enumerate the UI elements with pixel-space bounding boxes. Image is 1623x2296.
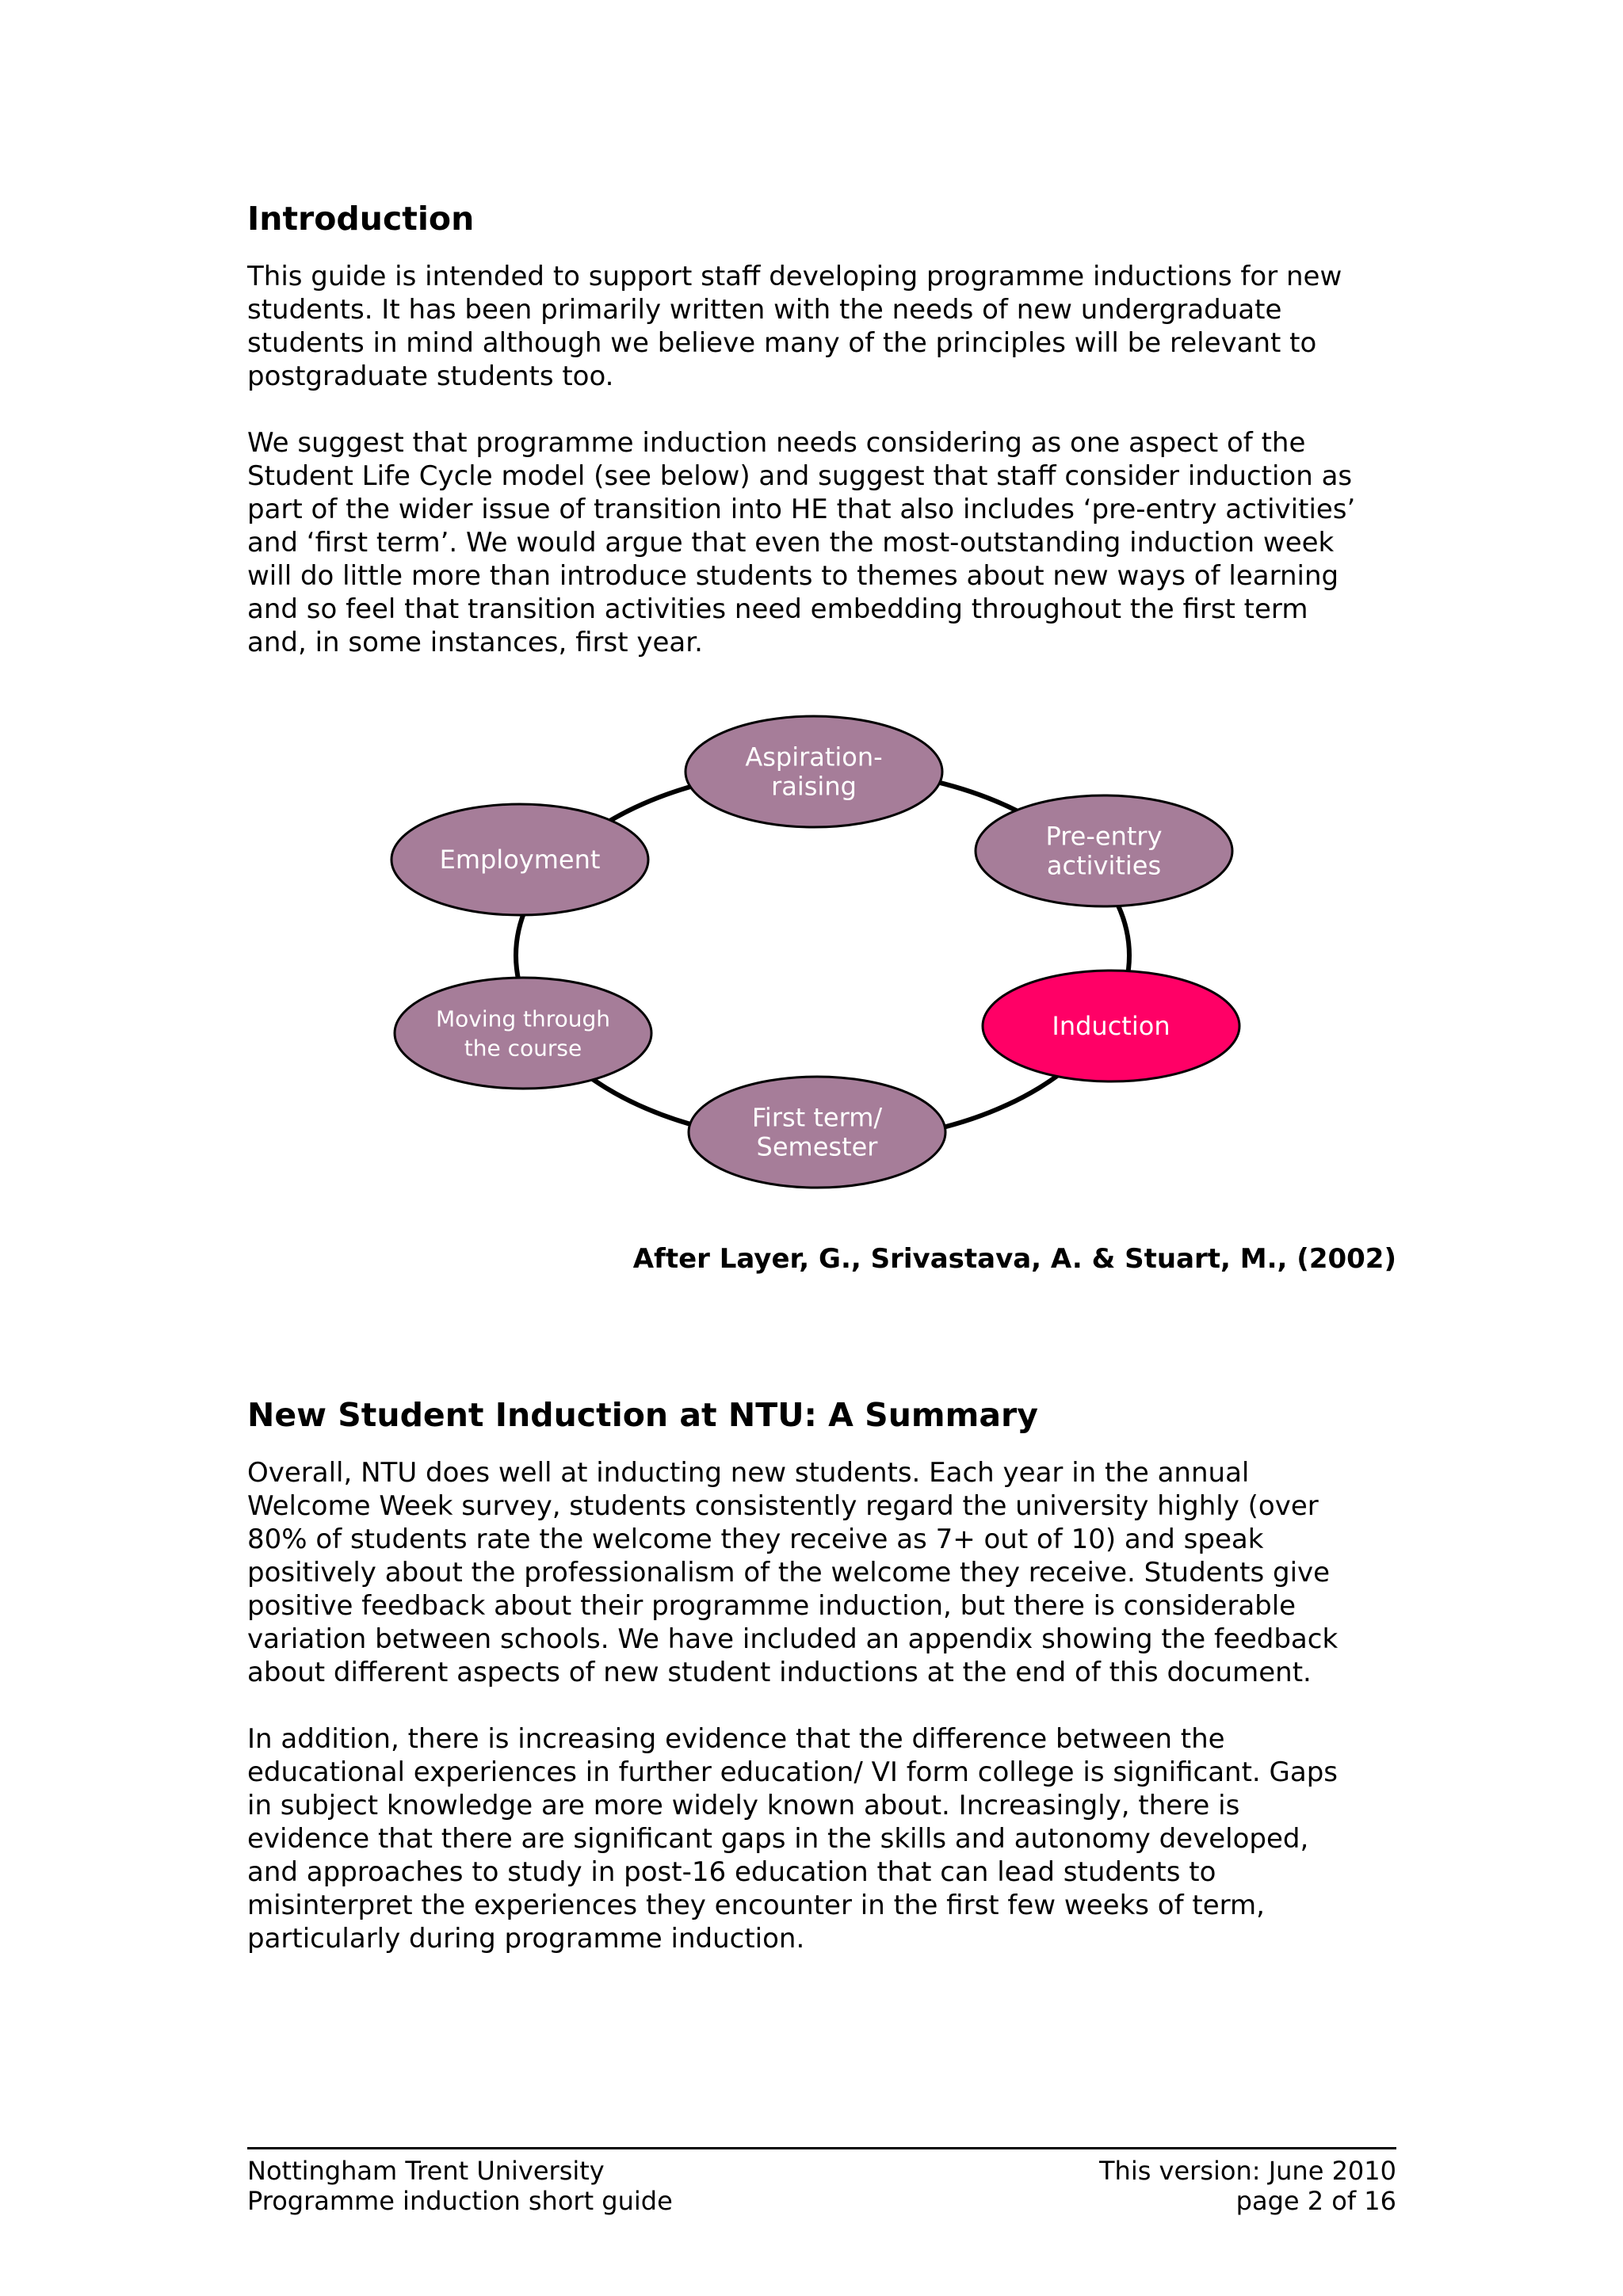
text-line: This guide is intended to support staff developing programme inductions for new	[247, 261, 1342, 292]
text-line: We suggest that programme induction needs considering as one aspect of the	[247, 427, 1306, 459]
cycle-node-label: Moving through	[435, 1005, 611, 1032]
cycle-node-label: activities	[1046, 850, 1162, 881]
text-line: in subject knowledge are more widely known about. Increasingly, there is	[247, 1790, 1240, 1821]
text-line: and ‘first term’. We would argue that even the most-outstanding induction week	[247, 527, 1335, 559]
text-line: evidence that there are significant gaps in the skills and autonomy developed,	[247, 1823, 1309, 1855]
cycle-node-label: Aspiration-	[745, 742, 883, 772]
text-line: variation between schools. We have included an appendix showing the feedback	[247, 1623, 1338, 1655]
cycle-node-label: raising	[771, 771, 857, 802]
heading-introduction: Introduction	[247, 200, 475, 238]
text-line: positive feedback about their programme induction, but there is considerable	[247, 1590, 1296, 1622]
intro-paragraph-1	[247, 260, 1396, 393]
cycle-node-label: First term/	[751, 1102, 883, 1133]
cycle-node-induction	[983, 971, 1239, 1081]
cycle-node-aspiration	[685, 716, 942, 827]
text-line: educational experiences in further education/ VI form college is significant. Gaps	[247, 1756, 1338, 1788]
text-line: Overall, NTU does well at inducting new students. Each year in the annual	[247, 1457, 1250, 1489]
diagram-caption: After Layer, G., Srivastava, A. & Stuart, M., (2002)	[632, 1243, 1396, 1275]
footer-row-1	[247, 2156, 1396, 2186]
text-line: and approaches to study in post-16 education that can lead students to	[247, 1856, 1216, 1888]
text-line: 80% of students rate the welcome they receive as 7+ out of 10) and speak	[247, 1524, 1264, 1555]
cycle-svg	[247, 715, 1396, 1222]
text-line: will do little more than introduce students to themes about new ways of learning	[247, 560, 1339, 592]
cycle-node-label: Induction	[1052, 1011, 1170, 1042]
cycle-node-employment	[391, 804, 648, 915]
cycle-node-first-term	[689, 1077, 945, 1188]
text-line: students in mind although we believe many of the principles will be relevant to	[247, 327, 1317, 359]
cycle-node-label: Semester	[756, 1131, 878, 1162]
cycle-node-label: Pre-entry	[1045, 821, 1163, 852]
footer-row-2	[247, 2186, 1396, 2216]
summary-paragraph-2	[247, 1722, 1396, 1955]
text-line: particularly during programme induction.	[247, 1923, 805, 1955]
text-line: students. It has been primarily written with the needs of new undergraduate	[247, 294, 1282, 326]
page-footer	[247, 2147, 1396, 2216]
text-line: Student Life Cycle model (see below) and suggest that staff consider induction as	[247, 460, 1353, 492]
text-line: misinterpret the experiences they encounter in the first few weeks of term,	[247, 1890, 1265, 1921]
text-line: positively about the professionalism of the welcome they receive. Students give	[247, 1557, 1331, 1589]
text-line: In addition, there is increasing evidence that the difference between the	[247, 1723, 1225, 1755]
student-life-cycle-diagram	[247, 715, 1396, 1222]
cycle-node-moving-through	[395, 978, 651, 1089]
footer-document-title: Programme induction short guide	[247, 2186, 673, 2216]
page-content	[247, 198, 1396, 1955]
text-line: and so feel that transition activities need embedding throughout the first term	[247, 593, 1308, 625]
footer-institution: Nottingham Trent University	[247, 2156, 605, 2186]
summary-paragraph-1	[247, 1456, 1396, 1689]
text-line: Welcome Week survey, students consistently regard the university highly (over	[247, 1490, 1319, 1522]
footer-version: This version: June 2010	[1098, 2156, 1396, 2186]
cycle-node-pre-entry	[976, 795, 1232, 906]
text-line: and, in some instances, first year.	[247, 627, 703, 658]
cycle-node-label: Employment	[439, 845, 601, 875]
text-line: part of the wider issue of transition into HE that also includes ‘pre-entry activities’	[247, 494, 1356, 525]
intro-paragraph-2	[247, 426, 1396, 659]
text-line: about different aspects of new student inductions at the end of this document.	[247, 1657, 1312, 1688]
heading-summary: New Student Induction at NTU: A Summary	[247, 1396, 1038, 1434]
cycle-node-shape	[395, 978, 651, 1089]
text-line: postgraduate students too.	[247, 360, 614, 392]
cycle-node-label: the course	[464, 1035, 582, 1062]
footer-page-number: page 2 of 16	[1235, 2186, 1396, 2216]
